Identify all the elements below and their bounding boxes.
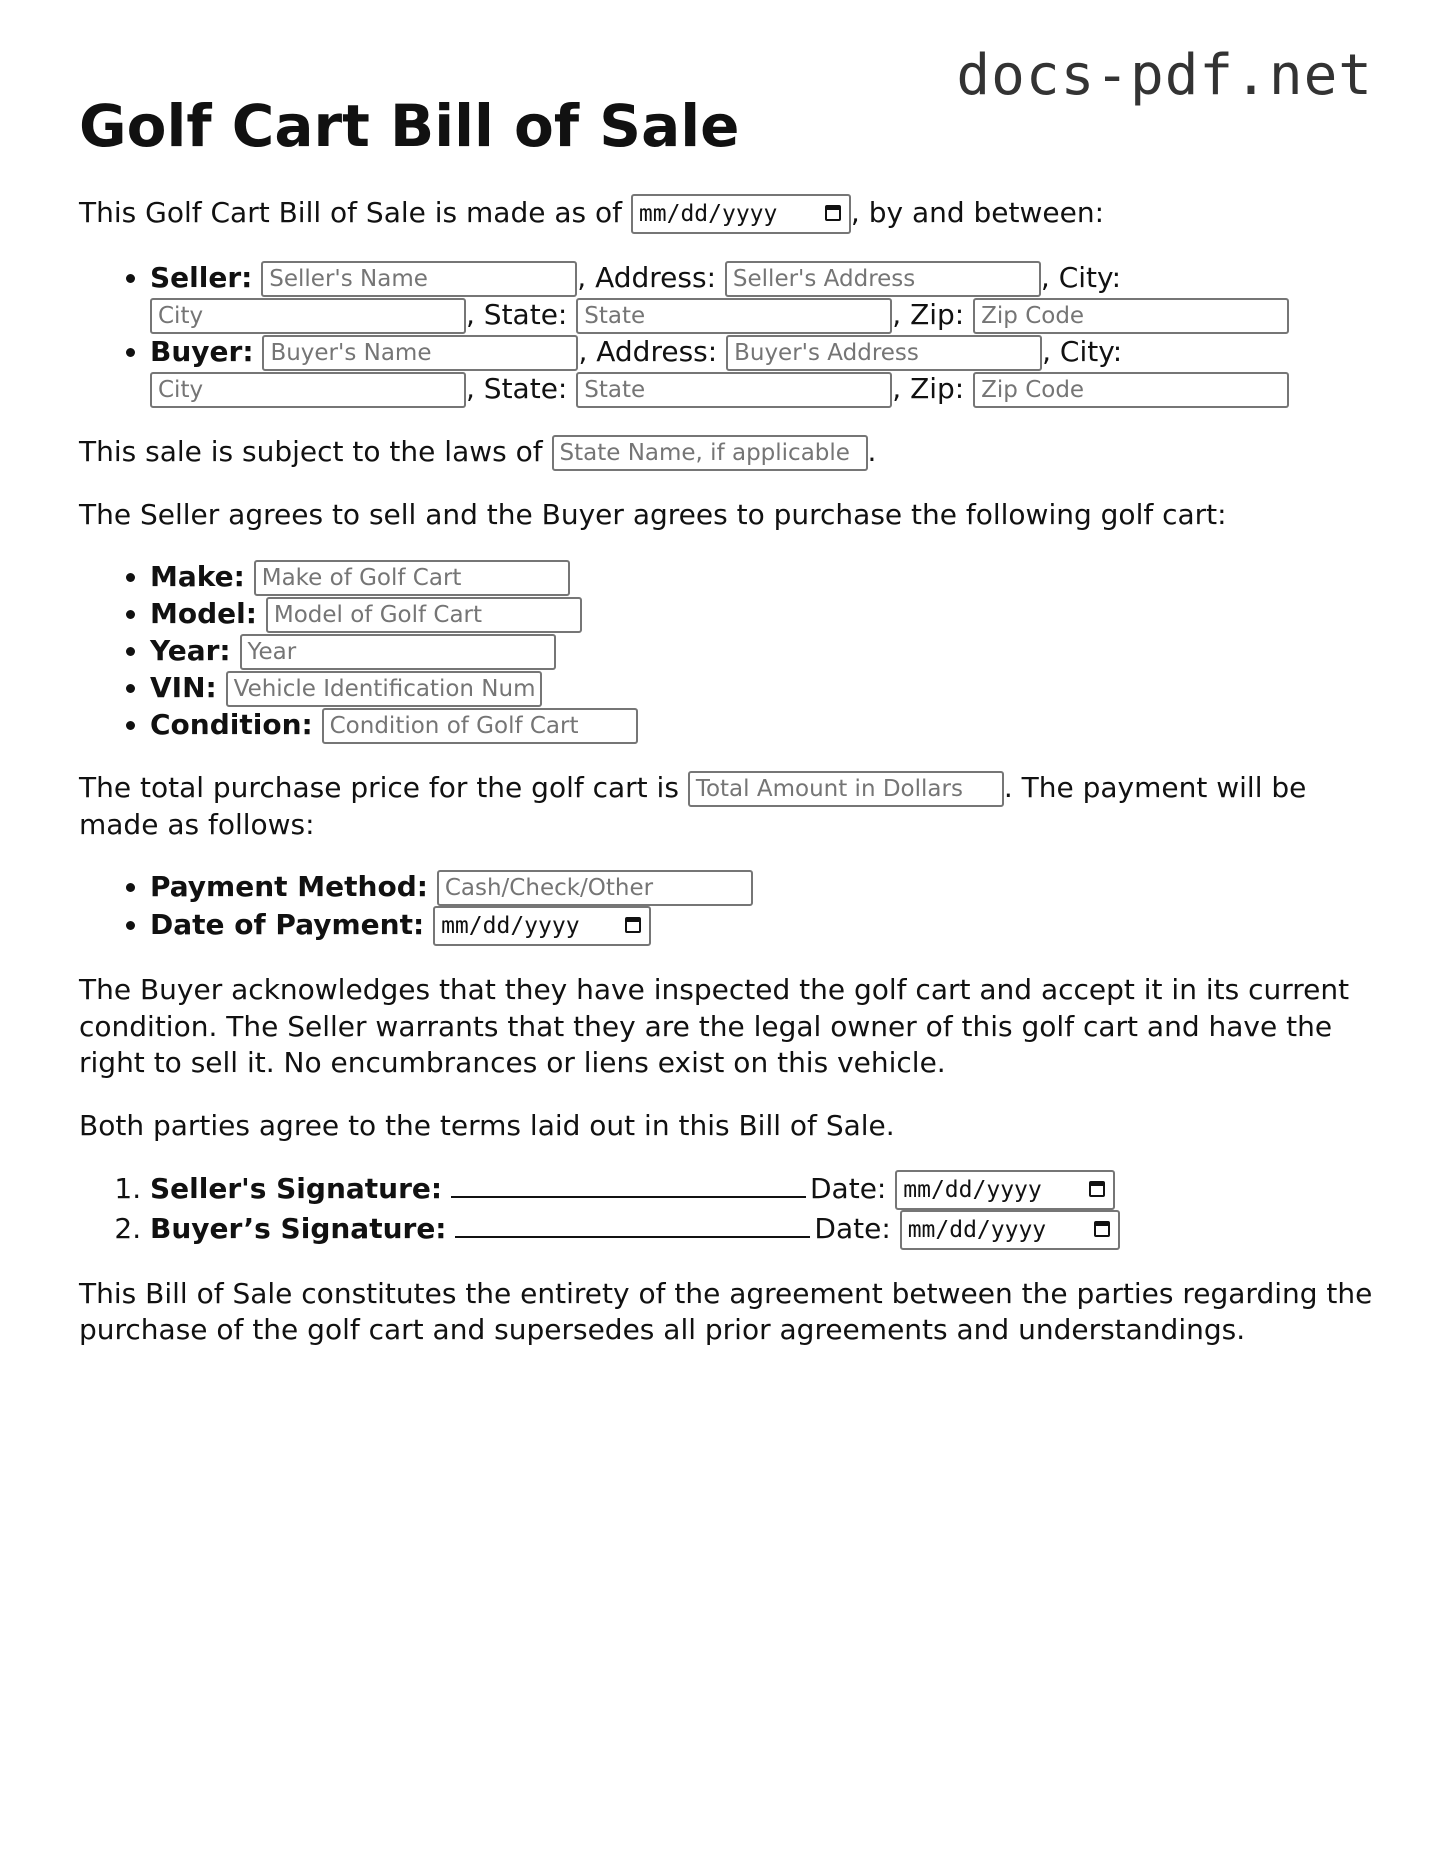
- buyer-label: Buyer:: [150, 334, 254, 368]
- condition-item: [150, 707, 1379, 744]
- calendar-icon[interactable]: [1094, 1221, 1110, 1237]
- vin-item: [150, 670, 1379, 707]
- model-label: Model:: [150, 596, 257, 630]
- model-input[interactable]: Model of Golf Cart: [266, 597, 582, 633]
- payment-date-placeholder: mm/dd/yyyy: [441, 913, 580, 940]
- vin-label: VIN:: [150, 670, 217, 704]
- seller-signature-label: Seller's Signature:: [150, 1171, 443, 1205]
- year-input[interactable]: Year: [240, 634, 556, 670]
- seller-city-input[interactable]: City: [150, 298, 466, 334]
- acknowledgement-paragraph: The Buyer acknowledges that they have inspected the golf cart and accept it in its current condition. The Seller warrants that they are the legal owner of this golf cart and have the right to sell it. No encumbrances or liens exist on this vehicle.: [79, 973, 1350, 1080]
- calendar-icon[interactable]: [825, 205, 841, 221]
- seller-zip-input[interactable]: Zip Code: [973, 298, 1289, 334]
- intro-paragraph: [79, 194, 1379, 234]
- buyer-state-label: , State:: [466, 371, 568, 405]
- payment-date-label: Date of Payment:: [150, 908, 425, 942]
- payment-list: [79, 869, 1379, 946]
- seller-name-input[interactable]: Seller's Name: [261, 261, 577, 297]
- seller-state-input[interactable]: State: [576, 298, 892, 334]
- vin-input[interactable]: Vehicle Identification Num: [226, 671, 542, 707]
- buyer-address-input[interactable]: Buyer's Address: [726, 335, 1042, 371]
- payment-method-label: Payment Method:: [150, 870, 428, 904]
- seller-label: Seller:: [150, 260, 253, 294]
- make-input[interactable]: Make of Golf Cart: [254, 560, 570, 596]
- page-title: Golf Cart Bill of Sale: [79, 92, 740, 160]
- laws-paragraph: [79, 434, 1379, 471]
- cart-details-list: [79, 559, 1379, 744]
- governing-state-input[interactable]: State Name, if applicable: [552, 435, 868, 471]
- buyer-state-input[interactable]: State: [576, 372, 892, 408]
- terms-paragraph: Both parties agree to the terms laid out in this Bill of Sale.: [79, 1108, 895, 1142]
- laws-tail: .: [867, 434, 877, 468]
- signatures-list: [79, 1170, 1379, 1250]
- price-tail: . The payment will be made as follows:: [79, 770, 1307, 841]
- seller-city-label: , City:: [1040, 260, 1121, 294]
- seller-signature-item: [150, 1170, 1379, 1210]
- buyer-signature-date-placeholder: mm/dd/yyyy: [907, 1216, 1047, 1243]
- payment-method-input[interactable]: Cash/Check/Other: [437, 870, 753, 906]
- make-item: [150, 559, 1379, 596]
- sale-date-placeholder: mm/dd/yyyy: [638, 200, 778, 227]
- seller-state-label: , State:: [466, 297, 568, 331]
- parties-list: [79, 260, 1379, 408]
- seller-address-label: , Address:: [577, 260, 717, 294]
- intro-tail: , by and between:: [850, 195, 1105, 229]
- buyer-signature-line[interactable]: [455, 1210, 810, 1238]
- seller-signature-date-input[interactable]: [895, 1170, 1115, 1210]
- price-text: The total purchase price for the golf cart is: [79, 770, 679, 804]
- buyer-zip-input[interactable]: Zip Code: [973, 372, 1289, 408]
- closing-paragraph: This Bill of Sale constitutes the entirety of the agreement between the parties regarding the purchase of the golf cart and supersedes all prior agreements and understandings.: [79, 1276, 1373, 1347]
- year-label: Year:: [150, 633, 231, 667]
- seller-address-input[interactable]: Seller's Address: [725, 261, 1041, 297]
- seller-signature-date-placeholder: mm/dd/yyyy: [903, 1176, 1042, 1203]
- buyer-zip-label: , Zip:: [892, 371, 965, 405]
- sale-date-input[interactable]: [631, 194, 851, 234]
- model-item: [150, 596, 1379, 633]
- seller-item: [150, 260, 1379, 334]
- calendar-icon[interactable]: [1089, 1181, 1105, 1197]
- buyer-city-input[interactable]: City: [150, 372, 466, 408]
- calendar-icon[interactable]: [625, 917, 641, 933]
- payment-date-input[interactable]: [433, 906, 651, 946]
- laws-text: This sale is subject to the laws of: [79, 434, 543, 468]
- price-paragraph: [79, 770, 1379, 843]
- year-item: [150, 633, 1379, 670]
- condition-label: Condition:: [150, 707, 313, 741]
- buyer-name-input[interactable]: Buyer's Name: [262, 335, 578, 371]
- seller-signature-date-label: Date:: [810, 1171, 887, 1205]
- buyer-signature-date-label: Date:: [814, 1211, 891, 1245]
- buyer-item: [150, 334, 1379, 408]
- buyer-signature-date-input[interactable]: [900, 1210, 1120, 1250]
- seller-signature-line[interactable]: [451, 1170, 806, 1198]
- buyer-signature-item: [150, 1210, 1379, 1250]
- payment-date-item: [150, 906, 1379, 946]
- document-body: [79, 92, 1379, 1375]
- total-price-input[interactable]: Total Amount in Dollars: [688, 771, 1004, 807]
- buyer-address-label: , Address:: [578, 334, 718, 368]
- buyer-signature-label: Buyer’s Signature:: [150, 1211, 447, 1245]
- watermark: docs-pdf.net: [956, 43, 1373, 108]
- make-label: Make:: [150, 559, 245, 593]
- intro-text: This Golf Cart Bill of Sale is made as of: [79, 195, 622, 229]
- agreement-paragraph: The Seller agrees to sell and the Buyer agrees to purchase the following golf cart:: [79, 497, 1227, 531]
- seller-zip-label: , Zip:: [892, 297, 965, 331]
- payment-method-item: [150, 869, 1379, 906]
- condition-input[interactable]: Condition of Golf Cart: [322, 708, 638, 744]
- buyer-city-label: , City:: [1042, 334, 1123, 368]
